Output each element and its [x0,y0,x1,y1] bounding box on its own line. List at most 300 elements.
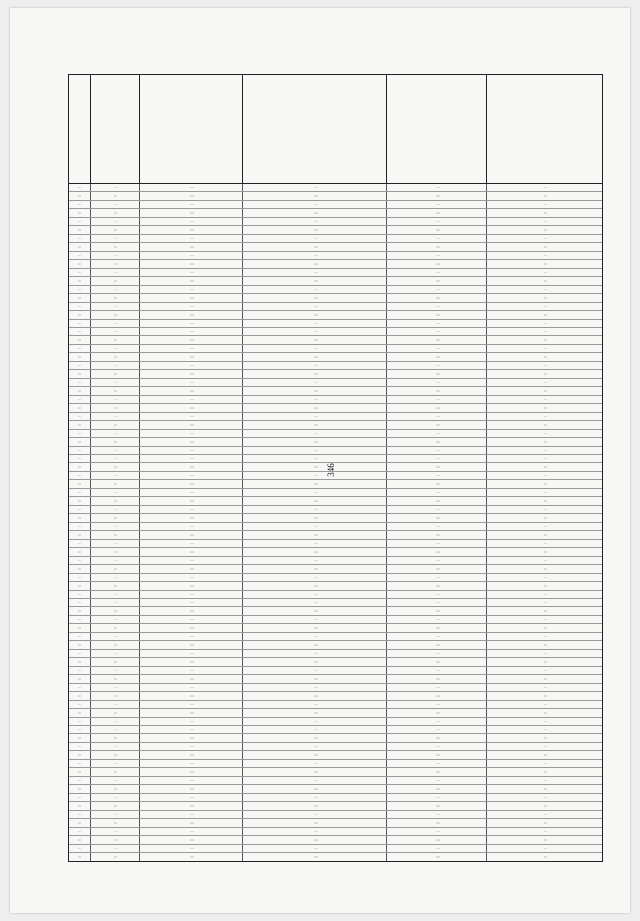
table-cell-c0 [69,633,91,640]
table-cell-c2 [140,311,243,318]
table-cell-c2 [140,794,243,801]
illegible-text-mark [436,560,440,561]
table-row [69,684,602,692]
table-cell-c0 [69,311,91,318]
table-cell-c4 [387,353,487,360]
illegible-text-mark [436,687,440,688]
table-cell-c3 [243,675,387,682]
table-cell-c1 [91,362,141,369]
table-row [69,320,602,328]
illegible-text-mark [114,204,117,205]
illegible-text-mark [314,839,318,840]
illegible-text-mark [314,500,318,501]
illegible-text-mark [114,517,117,518]
table-cell-c1 [91,684,141,691]
table-cell-c1 [91,811,141,818]
illegible-text-mark [190,483,194,484]
table-cell-c5 [487,760,602,767]
illegible-text-mark [78,678,81,679]
table-cell-c3 [243,667,387,674]
table-row [69,345,602,353]
table-cell-c1 [91,523,141,530]
table-cell-c3 [243,209,387,216]
illegible-text-mark [544,483,547,484]
illegible-text-mark [190,551,194,552]
table-cell-c2 [140,421,243,428]
table-cell-c2 [140,328,243,335]
table-cell-c1 [91,463,141,470]
illegible-text-mark [114,831,117,832]
table-cell-c1 [91,192,141,199]
illegible-text-mark [314,678,318,679]
table-cell-c1 [91,404,141,411]
table-cell-c0 [69,768,91,775]
illegible-text-mark [544,263,547,264]
table-row [69,650,602,658]
table-cell-c2 [140,811,243,818]
illegible-text-mark [78,814,81,815]
illegible-text-mark [544,221,547,222]
table-cell-c4 [387,624,487,631]
table-row [69,472,602,480]
illegible-text-mark [78,509,81,510]
table-cell-c3 [243,362,387,369]
table-cell-c3 [243,794,387,801]
table-cell-c0 [69,658,91,665]
table-cell-c4 [387,599,487,606]
table-cell-c3 [243,624,387,631]
illegible-text-mark [190,831,194,832]
illegible-text-mark [436,721,440,722]
table-cell-c2 [140,497,243,504]
table-cell-c4 [387,667,487,674]
table-cell-c3 [243,226,387,233]
table-body [69,184,602,861]
illegible-text-mark [436,678,440,679]
table-row [69,557,602,565]
table-cell-c1 [91,751,141,758]
table-cell-c2 [140,853,243,860]
table-cell-c5 [487,311,602,318]
table-cell-c2 [140,658,243,665]
table-cell-c0 [69,607,91,614]
illegible-text-mark [436,831,440,832]
table-row [69,192,602,200]
illegible-text-mark [314,323,318,324]
table-cell-c0 [69,336,91,343]
illegible-text-mark [544,653,547,654]
table-cell-c4 [387,675,487,682]
table-row [69,362,602,370]
table-cell-c0 [69,565,91,572]
illegible-text-mark [78,619,81,620]
table-cell-c0 [69,345,91,352]
table-cell-c1 [91,430,141,437]
illegible-text-mark [78,195,81,196]
table-cell-c0 [69,557,91,564]
illegible-text-mark [314,399,318,400]
illegible-text-mark [314,610,318,611]
illegible-text-mark [78,204,81,205]
table-cell-c3 [243,252,387,259]
table-cell-c4 [387,447,487,454]
illegible-text-mark [314,382,318,383]
illegible-text-mark [78,627,81,628]
illegible-text-mark [314,763,318,764]
table-cell-c0 [69,192,91,199]
illegible-text-mark [190,246,194,247]
illegible-text-mark [544,424,547,425]
illegible-text-mark [114,737,117,738]
table-cell-c2 [140,734,243,741]
illegible-text-mark [544,712,547,713]
illegible-text-mark [78,721,81,722]
table-cell-c4 [387,489,487,496]
table-cell-c5 [487,701,602,708]
table-cell-c3 [243,421,387,428]
table-cell-c3 [243,294,387,301]
table-cell-c0 [69,379,91,386]
table-cell-c4 [387,785,487,792]
table-cell-c1 [91,421,141,428]
illegible-text-mark [190,839,194,840]
table-cell-c1 [91,396,141,403]
illegible-text-mark [544,475,547,476]
illegible-text-mark [544,314,547,315]
illegible-text-mark [190,373,194,374]
table-row [69,184,602,192]
illegible-text-mark [78,382,81,383]
table-cell-c4 [387,751,487,758]
table-cell-c4 [387,845,487,852]
table-row [69,599,602,607]
illegible-text-mark [314,187,318,188]
illegible-text-mark [314,585,318,586]
illegible-text-mark [436,822,440,823]
table-cell-c4 [387,709,487,716]
table-cell-c0 [69,743,91,750]
table-cell-c1 [91,345,141,352]
table-cell-c2 [140,277,243,284]
illegible-text-mark [114,483,117,484]
illegible-text-mark [78,212,81,213]
table-cell-c1 [91,802,141,809]
table-cell-c1 [91,565,141,572]
table-cell-c5 [487,260,602,267]
illegible-text-mark [114,577,117,578]
illegible-text-mark [436,331,440,332]
table-cell-c0 [69,218,91,225]
table-row [69,277,602,285]
illegible-text-mark [190,221,194,222]
table-row [69,489,602,497]
illegible-text-mark [314,509,318,510]
table-cell-c3 [243,548,387,555]
illegible-text-mark [114,263,117,264]
table-cell-c4 [387,303,487,310]
illegible-text-mark [190,721,194,722]
table-cell-c5 [487,709,602,716]
table-row [69,751,602,759]
illegible-text-mark [190,195,194,196]
table-cell-c1 [91,734,141,741]
illegible-text-mark [114,848,117,849]
table-row [69,701,602,709]
illegible-text-mark [190,856,194,857]
illegible-text-mark [114,424,117,425]
table-cell-c1 [91,379,141,386]
illegible-text-mark [78,754,81,755]
table-cell-c0 [69,591,91,598]
table-cell-c4 [387,819,487,826]
table-cell-c0 [69,447,91,454]
table-cell-c0 [69,650,91,657]
table-cell-c1 [91,218,141,225]
illegible-text-mark [78,636,81,637]
illegible-text-mark [436,441,440,442]
table-row [69,616,602,624]
table-cell-c5 [487,277,602,284]
table-cell-c0 [69,387,91,394]
illegible-text-mark [78,822,81,823]
table-cell-c5 [487,455,602,462]
table-cell-c4 [387,269,487,276]
illegible-text-mark [436,229,440,230]
illegible-text-mark [544,407,547,408]
table-cell-c3 [243,243,387,250]
table-row [69,294,602,302]
illegible-text-mark [78,543,81,544]
table-cell-c5 [487,616,602,623]
illegible-text-mark [190,848,194,849]
table-cell-c2 [140,650,243,657]
illegible-text-mark [114,543,117,544]
illegible-text-mark [544,568,547,569]
illegible-text-mark [114,212,117,213]
illegible-text-mark [78,187,81,188]
illegible-text-mark [544,517,547,518]
illegible-text-mark [314,483,318,484]
table-row [69,675,602,683]
table-cell-c3 [243,726,387,733]
table-cell-c3 [243,853,387,860]
illegible-text-mark [114,323,117,324]
table-cell-c0 [69,726,91,733]
illegible-text-mark [314,687,318,688]
illegible-text-mark [78,365,81,366]
table-cell-c3 [243,497,387,504]
table-cell-c0 [69,497,91,504]
illegible-text-mark [436,788,440,789]
illegible-text-mark [314,272,318,273]
table-cell-c1 [91,853,141,860]
table-cell-c1 [91,701,141,708]
table-cell-c4 [387,345,487,352]
illegible-text-mark [436,390,440,391]
table-cell-c4 [387,811,487,818]
table-cell-c5 [487,768,602,775]
table-cell-c0 [69,277,91,284]
table-cell-c5 [487,269,602,276]
illegible-text-mark [544,627,547,628]
table-cell-c2 [140,565,243,572]
illegible-text-mark [190,348,194,349]
header-cell-c5 [487,75,602,183]
illegible-text-mark [314,534,318,535]
table-cell-c4 [387,734,487,741]
illegible-text-mark [114,526,117,527]
illegible-text-mark [78,805,81,806]
table-cell-c0 [69,480,91,487]
table-row [69,607,602,615]
illegible-text-mark [314,255,318,256]
illegible-text-mark [544,788,547,789]
illegible-text-mark [314,441,318,442]
table-cell-c0 [69,353,91,360]
illegible-text-mark [314,704,318,705]
table-cell-c2 [140,667,243,674]
table-cell-c5 [487,320,602,327]
table-cell-c2 [140,785,243,792]
illegible-text-mark [114,500,117,501]
table-cell-c5 [487,548,602,555]
table-cell-c0 [69,209,91,216]
illegible-text-mark [190,610,194,611]
illegible-text-mark [436,653,440,654]
illegible-text-mark [314,695,318,696]
illegible-text-mark [78,255,81,256]
illegible-text-mark [314,339,318,340]
illegible-text-mark [436,568,440,569]
illegible-text-mark [78,399,81,400]
table-cell-c5 [487,362,602,369]
illegible-text-mark [436,339,440,340]
table-cell-c0 [69,269,91,276]
illegible-text-mark [78,594,81,595]
table-cell-c1 [91,438,141,445]
illegible-text-mark [78,246,81,247]
illegible-text-mark [190,788,194,789]
illegible-text-mark [544,331,547,332]
illegible-text-mark [436,797,440,798]
table-cell-c1 [91,760,141,767]
header-cell-c4 [387,75,487,183]
table-cell-c0 [69,303,91,310]
illegible-text-mark [544,365,547,366]
table-cell-c1 [91,328,141,335]
table-cell-c2 [140,607,243,614]
illegible-text-mark [314,780,318,781]
table-cell-c3 [243,768,387,775]
illegible-text-mark [190,416,194,417]
illegible-text-mark [78,306,81,307]
table-cell-c0 [69,785,91,792]
settlements-table [68,74,603,862]
table-cell-c5 [487,607,602,614]
table-cell-c2 [140,641,243,648]
table-cell-c4 [387,404,487,411]
illegible-text-mark [544,348,547,349]
table-cell-c5 [487,523,602,530]
illegible-text-mark [314,263,318,264]
illegible-text-mark [114,687,117,688]
table-cell-c4 [387,531,487,538]
table-cell-c1 [91,252,141,259]
illegible-text-mark [114,280,117,281]
illegible-text-mark [114,712,117,713]
illegible-text-mark [190,331,194,332]
illegible-text-mark [544,805,547,806]
illegible-text-mark [314,314,318,315]
table-cell-c4 [387,387,487,394]
table-cell-c1 [91,184,141,191]
illegible-text-mark [78,348,81,349]
illegible-text-mark [436,407,440,408]
table-cell-c4 [387,565,487,572]
table-row [69,667,602,675]
table-cell-c5 [487,658,602,665]
table-cell-c4 [387,243,487,250]
table-cell-c1 [91,675,141,682]
table-cell-c1 [91,303,141,310]
table-cell-c1 [91,472,141,479]
illegible-text-mark [114,721,117,722]
header-cell-c3 [243,75,387,183]
illegible-text-mark [78,839,81,840]
illegible-text-mark [114,221,117,222]
table-cell-c1 [91,574,141,581]
table-row [69,582,602,590]
table-cell-c0 [69,548,91,555]
table-cell-c2 [140,624,243,631]
table-row [69,252,602,260]
illegible-text-mark [544,373,547,374]
table-cell-c2 [140,540,243,547]
illegible-text-mark [314,458,318,459]
illegible-text-mark [436,551,440,552]
table-cell-c5 [487,336,602,343]
table-cell-c4 [387,548,487,555]
illegible-text-mark [436,424,440,425]
illegible-text-mark [544,458,547,459]
illegible-text-mark [78,585,81,586]
illegible-text-mark [436,585,440,586]
table-cell-c0 [69,396,91,403]
table-cell-c1 [91,209,141,216]
table-cell-c4 [387,286,487,293]
table-cell-c1 [91,616,141,623]
table-cell-c1 [91,624,141,631]
table-cell-c3 [243,684,387,691]
illegible-text-mark [436,492,440,493]
table-cell-c5 [487,463,602,470]
table-row [69,718,602,726]
table-cell-c0 [69,777,91,784]
table-cell-c3 [243,345,387,352]
illegible-text-mark [114,534,117,535]
table-cell-c0 [69,472,91,479]
table-cell-c1 [91,413,141,420]
table-cell-c2 [140,201,243,208]
table-cell-c3 [243,836,387,843]
table-cell-c1 [91,582,141,589]
illegible-text-mark [78,517,81,518]
table-cell-c5 [487,192,602,199]
illegible-text-mark [78,788,81,789]
table-cell-c4 [387,701,487,708]
table-cell-c4 [387,336,487,343]
table-row [69,379,602,387]
